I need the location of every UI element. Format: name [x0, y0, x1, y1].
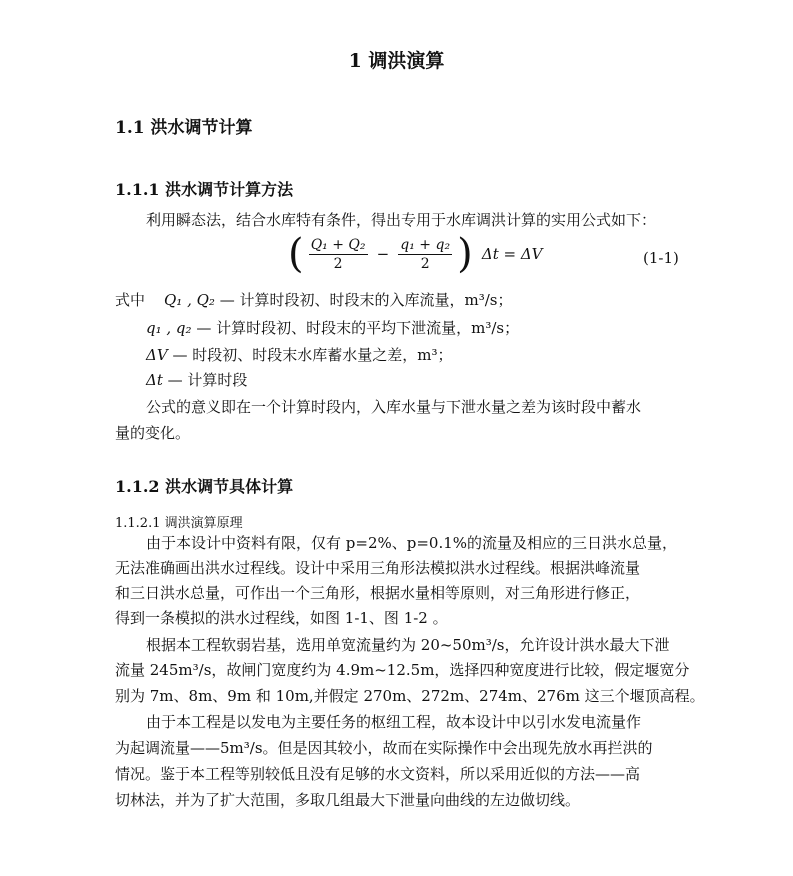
meaning-line-2: 量的变化。 [115, 424, 191, 442]
para2-line-1: 根据本工程软弱岩基，选用单宽流量约为 20~50m³/s，允许设计洪水最大下泄 [146, 636, 670, 654]
para1-line-3: 和三日洪水总量，可作出一个三角形，根据水量相等原则，对三角形进行修正， [115, 584, 641, 602]
para3-line-2: 为起调流量——5m³/s。但是因其较小，故而在实际操作中会出现先放水再拦洪的 [115, 739, 653, 757]
chapter-title: 1 调洪演算 [348, 50, 445, 72]
right-paren: ) [457, 231, 473, 277]
para1-line-2: 无法准确画出洪水过程线。设计中采用三角形法模拟洪水过程线。根据洪峰流量 [115, 559, 641, 577]
where-line-storage [146, 345, 452, 365]
left-paren: ( [288, 231, 304, 277]
formula-rhs: Δt = ΔV [481, 245, 543, 263]
subsection-heading-1-1-2-1: 1.1.2.1 调洪演算原理 [115, 516, 243, 531]
minus-sign: − [376, 245, 390, 263]
fraction-outflow [398, 236, 452, 273]
symbol-q-upper: Q₁ , Q₂ [164, 291, 215, 309]
where-line-time [146, 370, 247, 390]
para2-line-3: 别为 7m、8m、9m 和 10m,并假定 270m、272m、274m、276m 这三个堰顶高程。 [115, 687, 705, 705]
formula [288, 231, 547, 280]
fraction-outflow-numerator: q₁ + q₂ [400, 236, 451, 253]
symbol-delta-t: Δt [146, 371, 163, 389]
para3-line-3: 情况。鉴于本工程等别较低且没有足够的水文资料，所以采用近似的方法——高 [115, 765, 641, 783]
fraction-inflow [309, 236, 368, 273]
para3-line-4: 切林法，并为了扩大范围，多取几组最大下泄量向曲线的左边做切线。 [115, 791, 581, 809]
desc-q-lower: — 计算时段初、时段末的平均下泄流量，m³/s； [196, 319, 520, 337]
symbol-delta-v: ΔV [146, 346, 168, 364]
section-heading-1-1-1: 1.1.1 洪水调节计算方法 [115, 180, 294, 199]
symbol-q-lower: q₁ , q₂ [146, 319, 192, 337]
fraction-inflow-numerator: Q₁ + Q₂ [310, 236, 366, 253]
fraction-inflow-denominator: 2 [333, 255, 343, 272]
where-line-outflow [146, 318, 519, 338]
where-line-inflow [164, 290, 512, 310]
para1-line-1: 由于本设计中资料有限，仅有 p=2%、p=0.1%的流量及相应的三日洪水总量， [146, 534, 678, 552]
para1-line-4: 得到一条模拟的洪水过程线，如图 1-1、图 1-2 。 [115, 609, 448, 627]
intro-text: 利用瞬态法，结合水库特有条件，得出专用于水库调洪计算的实用公式如下： [146, 211, 657, 229]
para2-line-2: 流量 245m³/s，故闸门宽度约为 4.9m~12.5m，选择四种宽度进行比较，假定堰宽分 [115, 661, 690, 679]
section-heading-1-1: 1.1 洪水调节计算 [115, 118, 253, 138]
fraction-outflow-denominator: 2 [420, 255, 430, 272]
desc-q-upper: — 计算时段初、时段末的入库流量，m³/s； [219, 291, 513, 309]
section-heading-1-1-2: 1.1.2 洪水调节具体计算 [115, 477, 294, 496]
meaning-line-1: 公式的意义即在一个计算时段内，入库水量与下泄水量之差为该时段中蓄水 [146, 398, 642, 416]
desc-delta-t: — 计算时段 [167, 371, 248, 389]
formula-number: (1-1) [643, 249, 679, 267]
para3-line-1: 由于本工程是以发电为主要任务的枢纽工程，故本设计中以引水发电流量作 [146, 713, 642, 731]
desc-delta-v: — 时段初、时段末水库蓄水量之差，m³； [172, 346, 453, 364]
where-prefix: 式中 [115, 291, 146, 309]
